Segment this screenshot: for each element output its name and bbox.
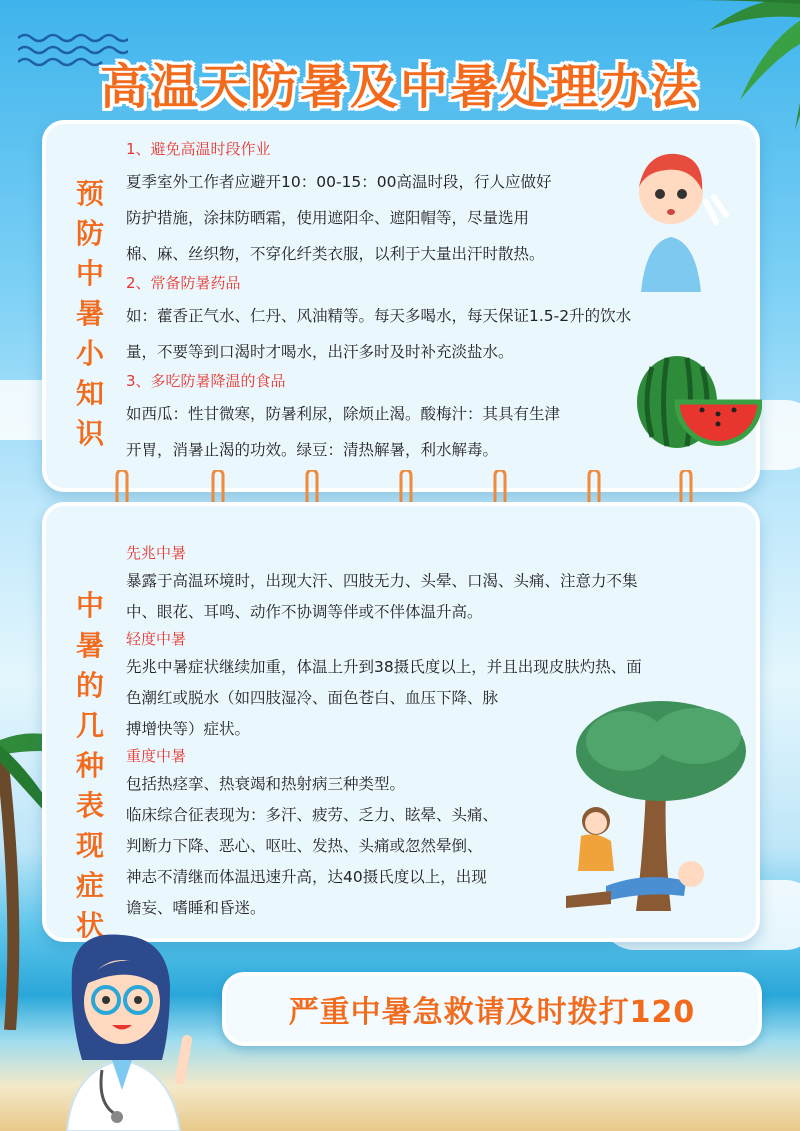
prevention-panel [42,120,760,492]
prevention-line: 防护措施，涂抹防晒霜，使用遮阳伞、遮阳帽等，尽量选用 [126,209,530,227]
symptoms-line: 判断力下降、恶心、呕吐、发热、头痛或忽然晕倒、 [126,837,483,855]
symptoms-line: 包括热痉挛、热衰竭和热射病三种类型。 [126,775,406,793]
page-title: 高温天防暑及中暑处理办法 [99,59,700,115]
prevention-line: 开胃，消暑止渴的功效。绿豆：清热解暑，利水解毒。 [126,441,499,459]
symptoms-heading-3: 重度中暑 [126,747,187,765]
symptoms-line: 神志不清继而体温迅速升高，达40摄氏度以上，出现 [126,868,487,886]
symptoms-heading-2: 轻度中暑 [126,630,187,648]
prevention-line: 量，不要等到口渴时才喝水，出汗多时及时补充淡盐水。 [126,343,514,361]
prevention-line: 如西瓜：性甘微寒，防暑利尿，除烦止渴。酸梅汁：其具有生津 [126,405,561,423]
prevention-heading-3: 3、多吃防暑降温的食品 [126,372,286,390]
prevention-content [126,138,632,468]
symptoms-side-title: 中暑的几种表现症状 [75,589,104,942]
prevention-line: 棉、麻、丝织物，不穿化纤类衣服，以利于大量出汗时散热。 [126,245,545,263]
symptoms-line: 搏增快等）症状。 [126,720,251,738]
symptoms-heading-1: 先兆中暑 [126,544,187,562]
symptoms-line: 色潮红或脱水（如四肢湿冷、面色苍白、血压下降、脉 [126,689,499,707]
prevention-line: 夏季室外工作者应避开10：00-15：00高温时段，行人应做好 [126,173,552,191]
symptoms-panel [42,502,760,942]
symptoms-line: 临床综合征表现为：多汗、疲劳、乏力、眩晕、头痛、 [126,806,499,824]
prevention-side-title: 预防中暑小知识 [75,177,104,450]
sweating-woman-illustration [606,132,736,292]
prevention-line: 如：藿香正气水、仁丹、风油精等。每天多喝水，每天保证1.5-2升的饮水 [126,307,632,325]
emergency-banner: 严重中暑急救请及时拨打120 [222,972,762,1046]
symptoms-line: 中、眼花、耳鸣、动作不协调等伴或不伴体温升高。 [126,603,483,621]
symptoms-line: 谵妄、嗜睡和昏迷。 [126,899,266,917]
tree-rescue-illustration [566,696,756,931]
prevention-heading-1: 1、避免高温时段作业 [126,140,271,158]
doctor-illustration [42,930,212,1131]
symptoms-line: 暴露于高温环境时，出现大汗、四肢无力、头晕、口渴、头痛、注意力不集 [126,572,638,590]
symptoms-line: 先兆中暑症状继续加重，体温上升到38摄氏度以上，并且出现皮肤灼热、面 [126,658,642,676]
prevention-heading-2: 2、常备防暑药品 [126,274,241,292]
watermelon-illustration [632,352,762,462]
